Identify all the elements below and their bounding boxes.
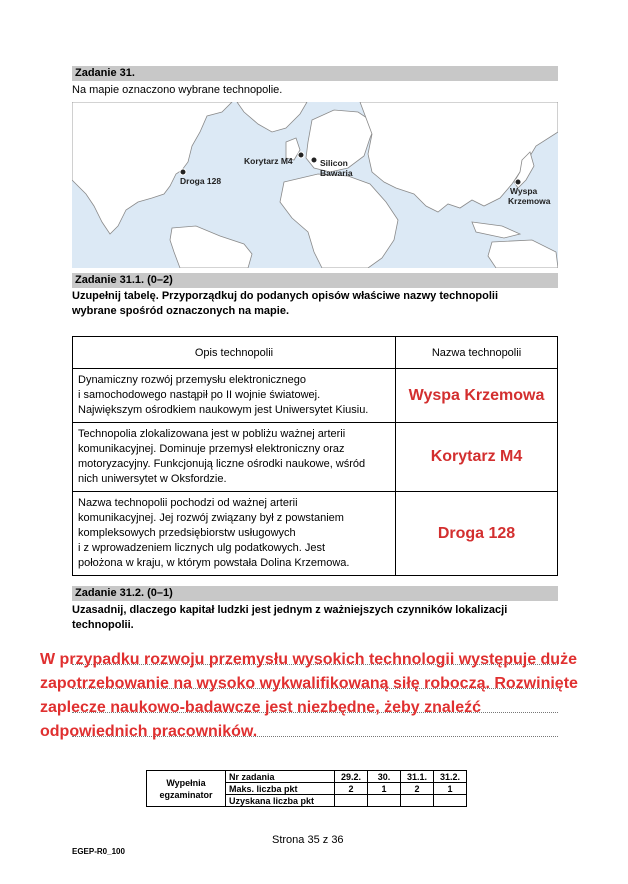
task-31-2-instruction-2: technopolii. xyxy=(72,619,134,631)
row-3-description: Nazwa technopolii pochodzi od ważnej arterii komunikacyjnej. Jej rozwój związany był z powstaniem kompleksowych przedsiębiorstw usługowych i z wprowadzeniem licznych ulg podatkowych. Jest położona w kraju, w którym powstała Dolina Krzemowa. xyxy=(73,492,396,576)
row-2-description: Technopolia zlokalizowana jest w pobliżu ważnej arterii komunikacyjnej. Dominuje przemysł elektroniczny oraz motoryzacyjny. Funkcjonują liczne ośrodki naukowe, wśród nich uniwersytet w Oksfordzie. xyxy=(73,423,396,492)
map-label-silicon: Silicon xyxy=(320,158,348,168)
world-map xyxy=(72,102,558,268)
score-cell[interactable] xyxy=(335,795,368,807)
task-31-1-instruction-2: wybrane spośród oznaczonych na mapie. xyxy=(72,305,289,317)
row-2-answer[interactable]: Korytarz M4 xyxy=(396,423,558,492)
row-label-task: Nr zadania xyxy=(226,771,335,783)
examiner-label: Wypełnia egzaminator xyxy=(147,771,226,807)
page-number: Strona 35 z 36 xyxy=(272,834,344,846)
map-label-bawaria: Bawaria xyxy=(320,168,353,178)
handwritten-answer[interactable]: W przypadku rozwoju przemysłu wysokich technologii występuje duże zapotrzebowanie na wysoko wykwalifikowaną siłę roboczą. Rozwinięte zaplecze naukowo-badawcze jest niezbędne, żeby znaleźć odpowiednich pracowników. xyxy=(40,651,578,740)
row-label-score: Uzyskana liczba pkt xyxy=(226,795,335,807)
row-1-description: Dynamiczny rozwój przemysłu elektronicznego i samochodowego nastąpił po II wojnie światowej. Największym ośrodkiem naukowym jest Uniwersytet Kiusiu. xyxy=(73,369,396,423)
marker-wyspa-krzemowa xyxy=(515,179,521,185)
row-label-max: Maks. liczba pkt xyxy=(226,783,335,795)
col-header-nazwa: Nazwa technopolii xyxy=(396,337,558,369)
col-header-opis: Opis technopolii xyxy=(73,337,396,369)
table-row xyxy=(73,492,558,576)
table-row xyxy=(73,369,558,423)
task-31-2-instruction-1: Uzasadnij, dlaczego kapitał ludzki jest jednym z ważniejszych czynników lokalizacji xyxy=(72,604,508,616)
score-cell[interactable] xyxy=(368,795,401,807)
exam-code: EGEP-R0_100 xyxy=(72,847,125,856)
task-31-2-header: Zadanie 31.2. (0–1) xyxy=(72,586,558,601)
task-31-header: Zadanie 31. xyxy=(72,66,558,81)
row-1-answer[interactable]: Wyspa Krzemowa xyxy=(396,369,558,423)
task-31-1-instruction-1: Uzupełnij tabelę. Przyporządkuj do podanych opisów właściwe nazwy technopolii xyxy=(72,290,499,302)
task-31-intro: Na mapie oznaczono wybrane technopolie. xyxy=(72,84,283,96)
marker-droga-128 xyxy=(180,169,186,175)
marker-korytarz-m4 xyxy=(298,152,304,158)
task-31-1-header: Zadanie 31.1. (0–2) xyxy=(72,273,558,288)
technopolis-table xyxy=(72,336,558,576)
marker-silicon-bawaria xyxy=(311,157,317,163)
table-row xyxy=(73,423,558,492)
map-label-krzemowa: Krzemowa xyxy=(508,196,551,206)
map-label-korytarz-m4: Korytarz M4 xyxy=(244,156,293,166)
map-label-droga-128: Droga 128 xyxy=(180,176,222,186)
examiner-table: Wypełnia egzaminator Nr zadania 29.2. 30. 31.1. 31.2. Maks. liczba pkt 2 1 2 1 Uzyskana liczba pkt xyxy=(146,770,467,807)
row-3-answer[interactable]: Droga 128 xyxy=(396,492,558,576)
score-cell[interactable] xyxy=(434,795,467,807)
map-label-wyspa: Wyspa xyxy=(510,186,538,196)
score-cell[interactable] xyxy=(401,795,434,807)
